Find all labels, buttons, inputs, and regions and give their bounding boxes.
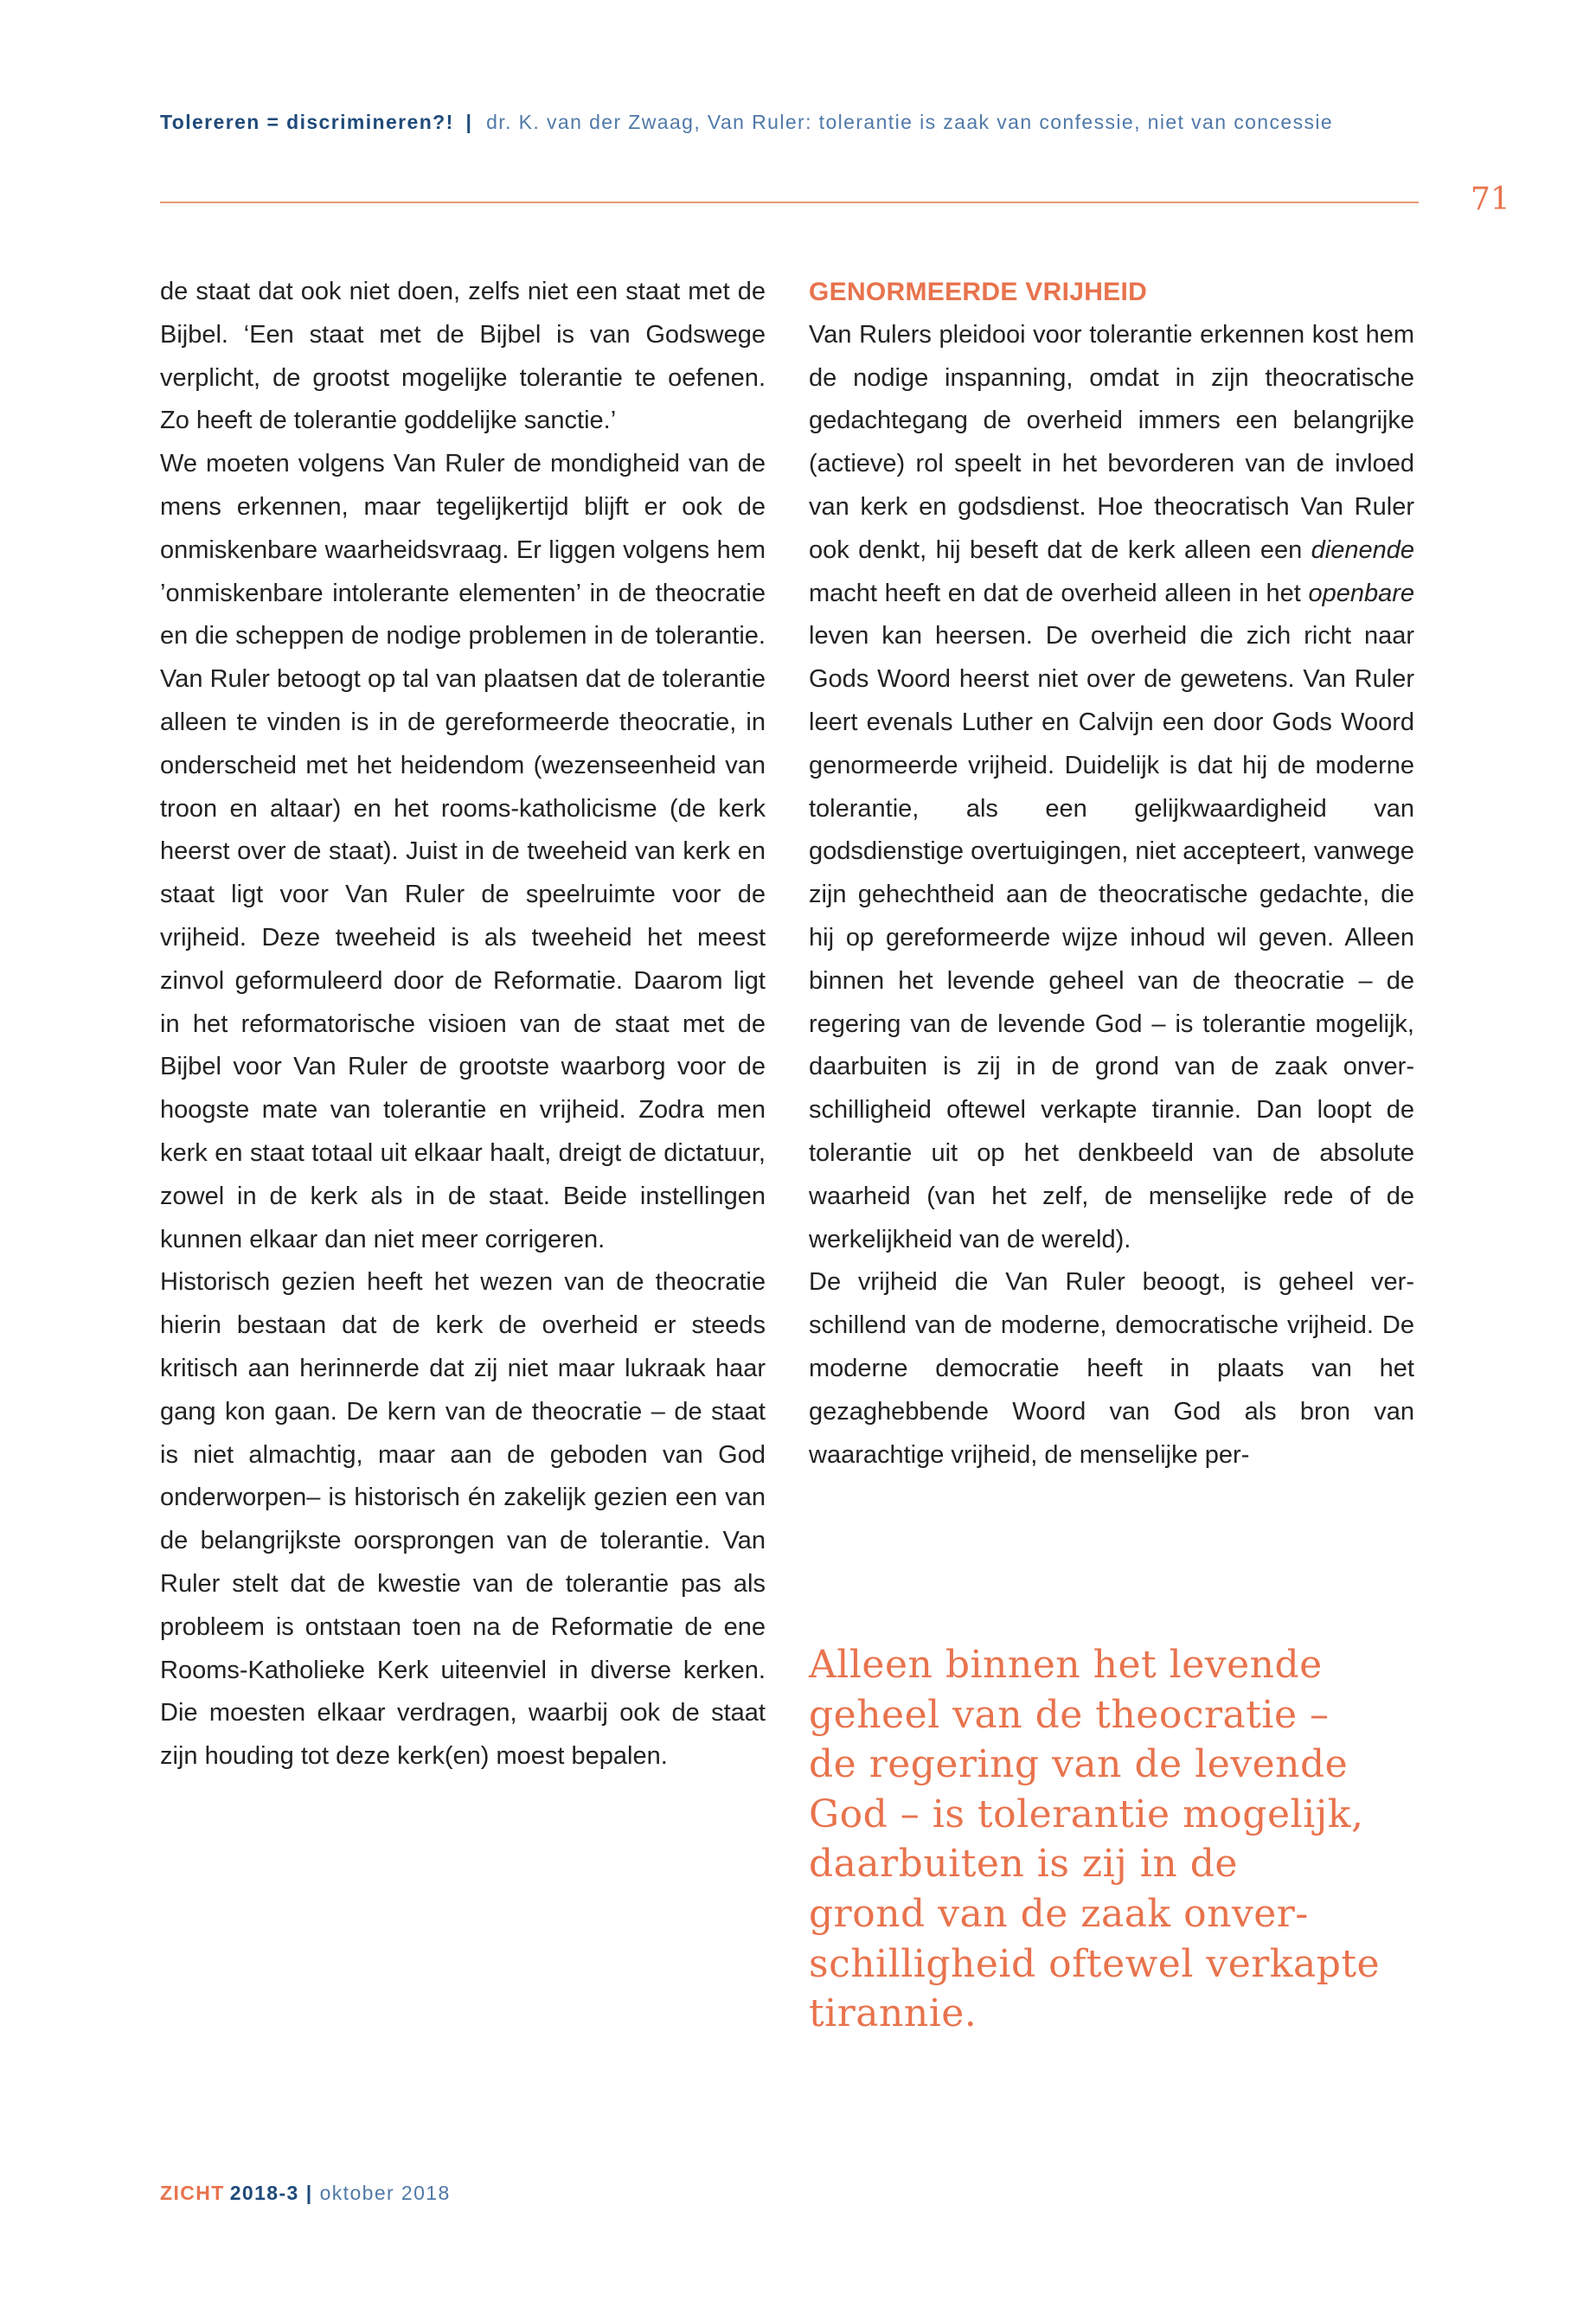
pull-quote-line: schilligheid oftewel verkapte — [809, 1941, 1381, 1986]
body-paragraph: de staat dat ook niet doen, zelfs niet een staat met de Bijbel. ‘Een staat met de Bijbel is van Godswege verplicht, de grootst mogelijke tolerantie te oefenen. Zo heeft de tolerantie goddelijke sanctie.’ — [160, 278, 766, 435]
emphasis-dienende: dienende — [1311, 535, 1414, 564]
section-heading: GENORMEERDE VRIJHEID — [809, 278, 1148, 306]
header-separator: | — [465, 111, 473, 133]
running-header — [160, 111, 1333, 134]
pull-quote-line: grond van de zaak onver- — [809, 1891, 1309, 1936]
left-text-column — [160, 271, 766, 1779]
pull-quote-line: de regering van de levende — [809, 1742, 1349, 1787]
text-run: macht heeft en dat de overheid alleen in het — [809, 579, 1309, 607]
pull-quote-line: God – is tolerantie mogelijk, — [809, 1791, 1364, 1836]
footer-issue: 2018-3 — [229, 2182, 299, 2204]
pull-quote — [809, 1640, 1414, 2039]
page-footer — [160, 2182, 451, 2205]
pull-quote-line: daarbuiten is zij in de — [809, 1842, 1238, 1887]
body-paragraph: Historisch gezien heeft het wezen van de theocratie hierin bestaan dat de kerk de overheid er steeds kritisch aan herinnerde dat zij niet maar lukraak haar gang kon gaan. De kern van de theocratie – de staat is niet almachtig, maar aan de geboden van God onderworpen– is historisch én zakelijk gezien een van de belangrijkste oorsprongen van de tolerantie. Van Ruler stelt dat de kwestie van de tolerantie pas als probleem is ontstaan toen na de Reformatie de ene Rooms-Katholieke Kerk uiteenviel in diverse kerken. Die moesten elkaar verdragen, waarbij ook de staat zijn houding tot deze kerk(en) moest bepalen. — [160, 1268, 766, 1771]
header-series-title: Tolereren = discrimineren?! — [160, 111, 454, 133]
footer-separator: | — [305, 2182, 313, 2204]
header-divider — [160, 202, 1419, 203]
emphasis-openbare: openbare — [1308, 579, 1414, 607]
pull-quote-line: tirannie. — [809, 1991, 977, 2036]
header-article-subtitle: dr. K. van der Zwaag, Van Ruler: tolerantie is zaak van confessie, niet van concessie — [486, 111, 1334, 133]
pull-quote-line: geheel van de theocratie – — [809, 1692, 1330, 1737]
body-paragraph — [809, 314, 1414, 1262]
text-run: leven kan heersen. De overheid die zich richt naar Gods Woord heerst niet over de gewetens. Van Ruler leert evenals Luther en Calvijn een door Gods Woord genormeerde vrijheid. Duidelijk is dat hij de moderne tolerantie, als een gelijkwaardigheid van godsdienstige overtuigingen, niet accepteert, vanwege zijn gehechtheid aan de theocratische gedachte, die hij op gereformeerde wijze inhoud wil geven. Alleen binnen het levende geheel van de theocratie – de regering van de levende God – is tolerantie mogelijk, daarbuiten is zij in de grond van de zaak onverschilligheid oftewel verkapte tirannie. Dan loopt de tolerantie uit op het denkbeeld van de absolute waarheid (van het zelf, de menselijke rede of de werkelijkheid van de wereld). — [809, 622, 1414, 1253]
body-paragraph: De vrijheid die Van Ruler beoogt, is geheel verschillend van de moderne, democratische vrijheid. De moderne democratie heeft in plaats van het gezaghebbende Woord van God als bron van waarachtige vrijheid, de menselijke per- — [809, 1268, 1414, 1469]
text-run: Van Rulers pleidooi voor tolerantie erkennen kost hem de nodige inspanning, omdat in zijn theocratische gedachtegang de overheid immers een belangrijke (actieve) rol speelt in het bevorderen van de invloed van kerk en godsdienst. Hoe theocratisch Van Ruler ook denkt, hij beseft dat de kerk alleen een — [809, 320, 1414, 564]
body-paragraph: We moeten volgens Van Ruler de mondigheid van de mens erkennen, maar tegelijkertijd blijft er ook de onmiskenbare waarheidsvraag. Er liggen volgens hem ’onmiskenbare intolerante elementen’ in de theocratie en die scheppen de nodige problemen in de tolerantie. Van Ruler betoogt op tal van plaatsen dat de tolerantie alleen te vinden is in de gereformeerde theocratie, in onderscheid met het heidendom (wezenseenheid van troon en altaar) en het rooms-katholicisme (de kerk heerst over de staat). Juist in de tweeheid van kerk en staat ligt voor Van Ruler de speelruimte voor de vrijheid. Deze tweeheid is als tweeheid het meest zinvol geformuleerd door de Reformatie. Daarom ligt in het reformatorische visioen van de staat met de Bijbel voor Van Ruler de grootste waarborg voor de hoogste mate van tolerantie en vrijheid. Zodra men kerk en staat totaal uit elkaar haalt, dreigt de dictatuur, zowel in de kerk als in de staat. Beide instellingen kunnen elkaar dan niet meer corrigeren. — [160, 450, 766, 1253]
page-number: 71 — [1471, 182, 1510, 217]
footer-date: oktober 2018 — [319, 2182, 451, 2204]
right-text-column — [809, 271, 1414, 1477]
footer-magazine-name: ZICHT — [160, 2182, 225, 2204]
pull-quote-line: Alleen binnen het levende — [809, 1643, 1323, 1687]
